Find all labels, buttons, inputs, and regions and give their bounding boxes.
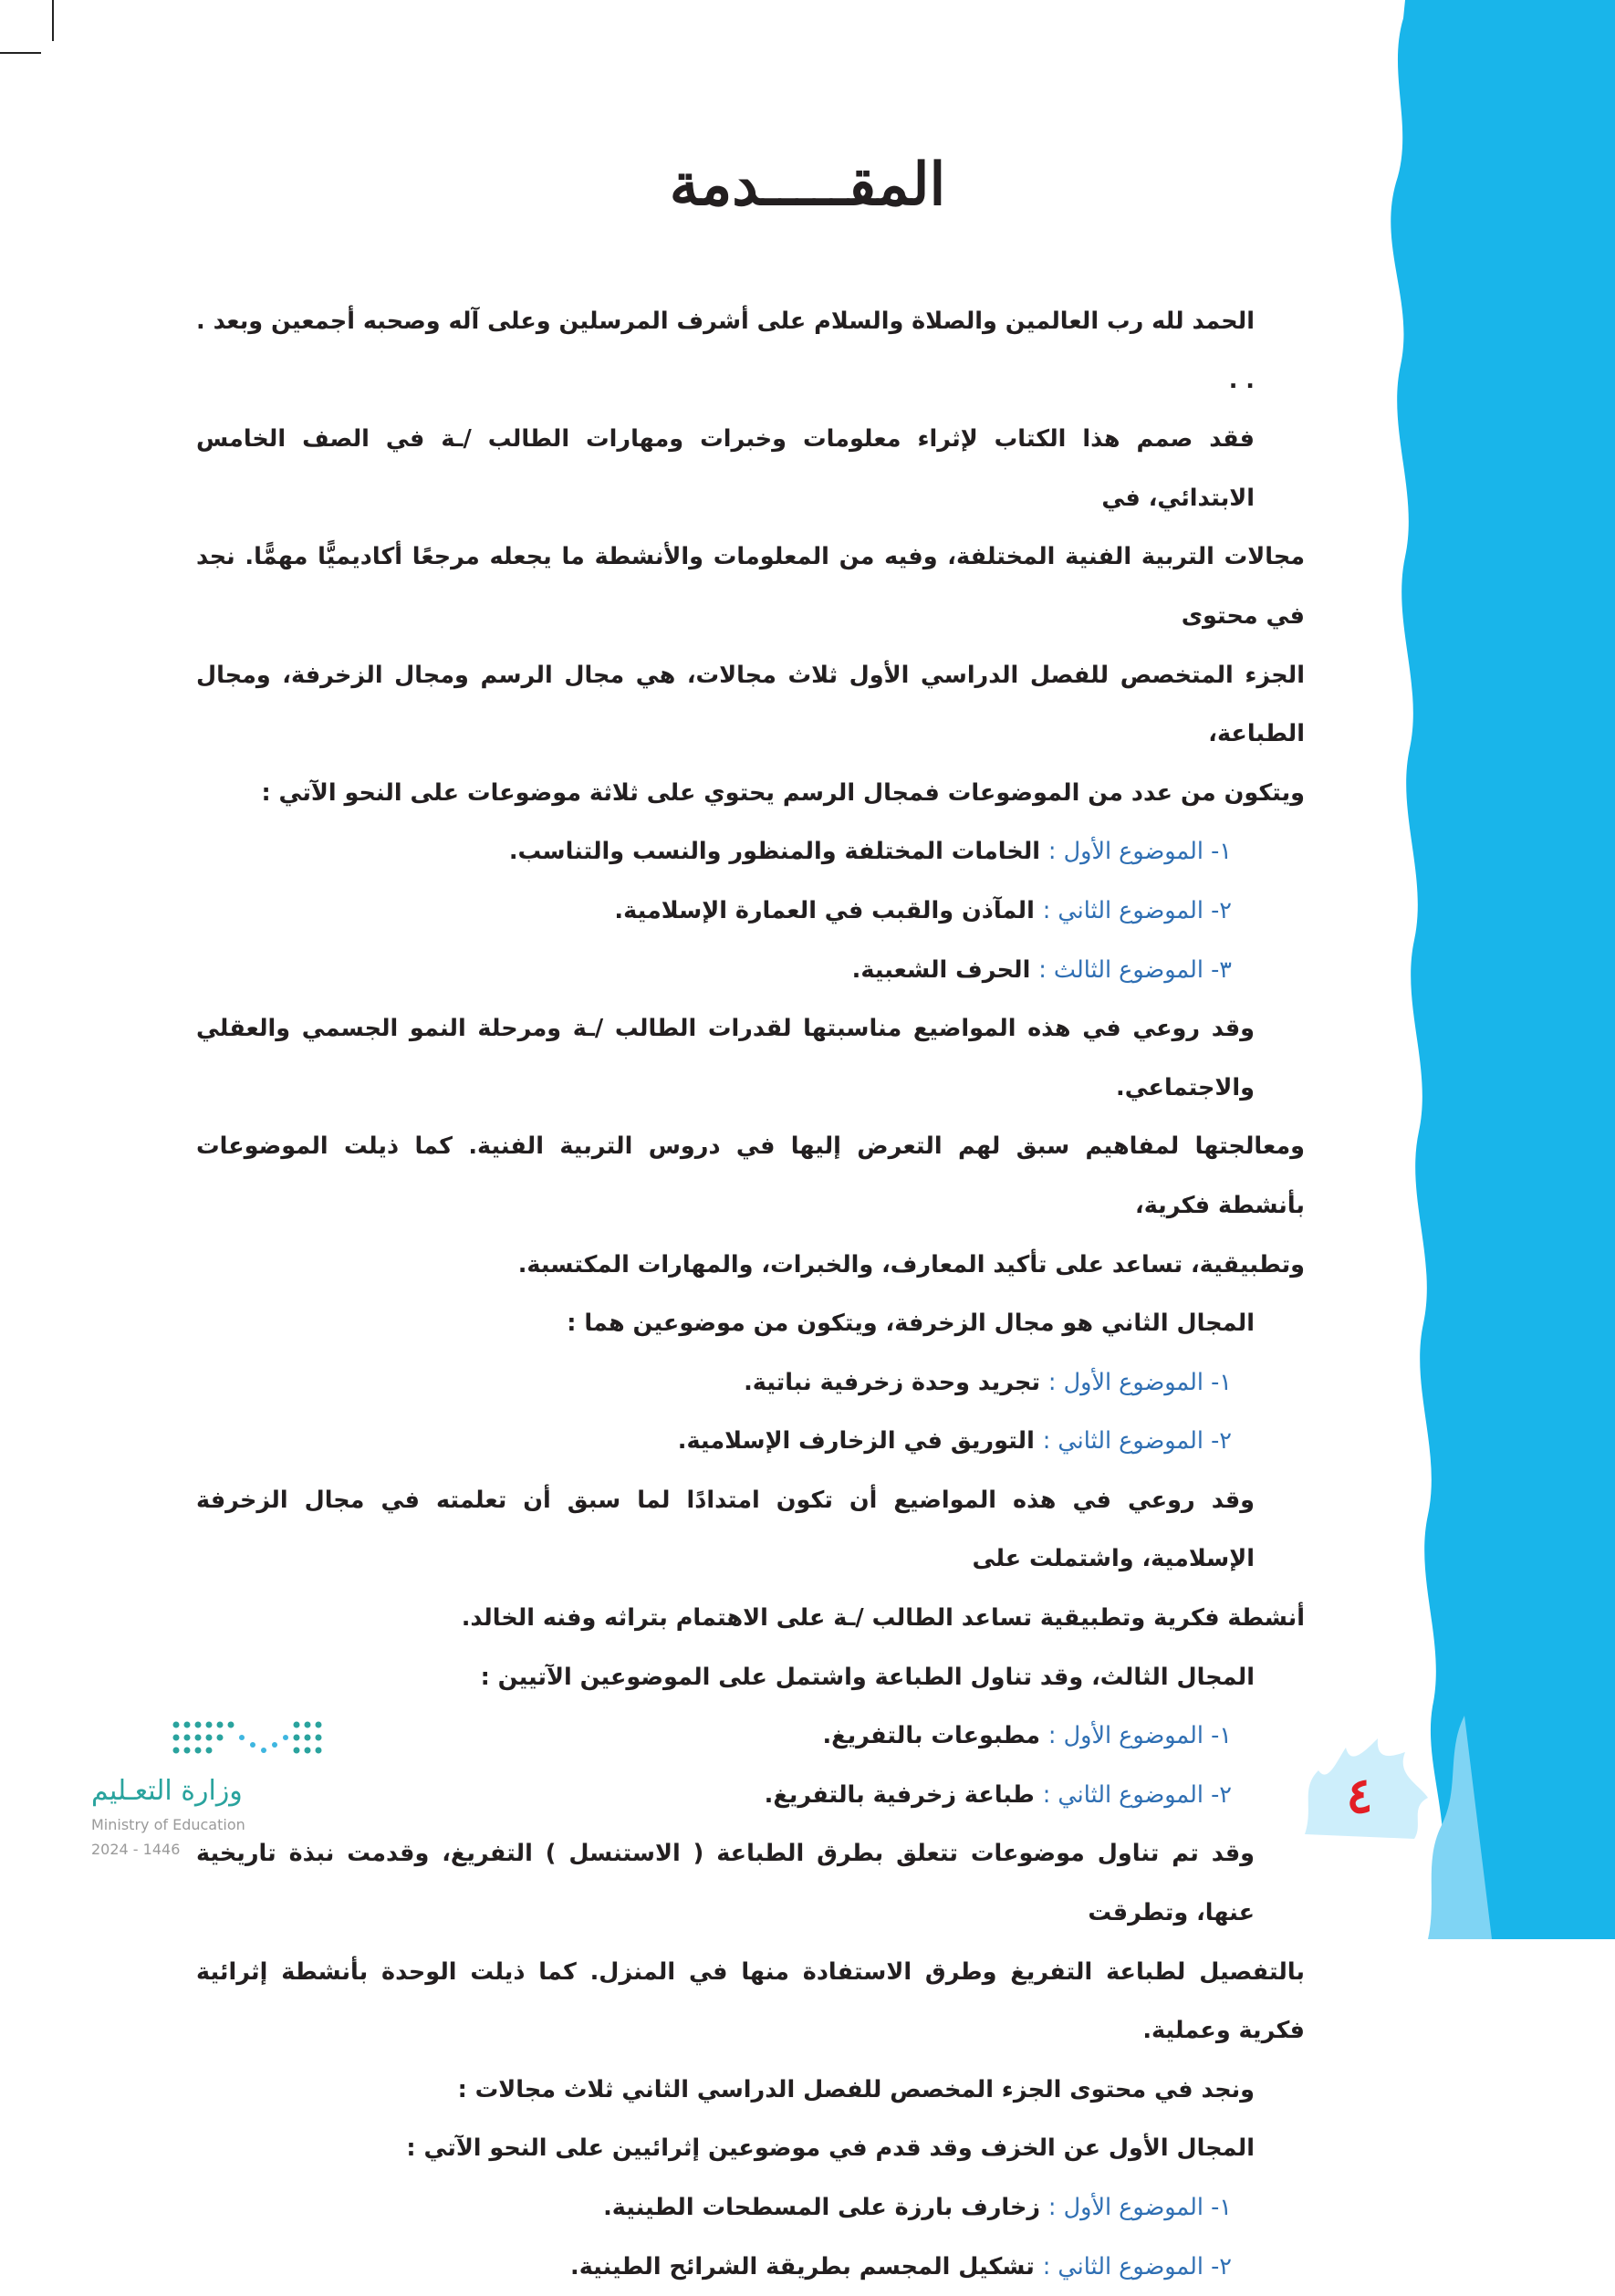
intro-text [196, 292, 1305, 2296]
paragraph-text: مجالات التربية الفنية المختلفة، وفيه من المعلومات والأنشطة ما يجعله مرجعًا أكاديميًّا مهمًّا. نجد في محتوى [196, 543, 1305, 630]
topic-item [196, 882, 1305, 941]
paragraph-text: ومعالجتها لمفاهيم سبق لهم التعرض إليها في دروس التربية الفنية. كما ذيلت الموضوعات بأنشطة فكرية، [196, 1132, 1305, 1219]
topic-item [196, 1766, 1305, 1825]
intro-paragraph [196, 1943, 1305, 2061]
paragraph-text: ونجد في محتوى الجزء المخصص للفصل الدراسي الثاني ثلاث مجالات : [457, 2075, 1255, 2103]
paragraph-text: الخامات المختلفة والمنظور والنسب والتناسب. [508, 838, 1048, 866]
intro-paragraph [196, 1589, 1305, 1648]
ministry-name-english: Ministry of Education [91, 1816, 245, 1833]
topic-label: ٢- الموضوع الثاني : [1042, 1780, 1232, 1809]
paragraph-text: التوريق في الزخارف الإسلامية. [677, 1427, 1043, 1456]
paragraph-text: الجزء المتخصص للفصل الدراسي الأول ثلاث مجالات، هي مجال الرسم ومجال الزخرفة، ومجال الطباعة، [196, 661, 1305, 748]
paragraph-text: أنشطة فكرية وتطبيقية تساعد الطالب /ـة على الاهتمام بتراثه وفنه الخالد. [461, 1604, 1305, 1633]
intro-paragraph [196, 1471, 1305, 1589]
paragraph-text: المجال الثالث، وقد تناول الطباعة واشتمل على الموضوعين الآتيين : [480, 1663, 1255, 1691]
intro-paragraph [196, 764, 1305, 823]
topic-label: ١- الموضوع الأول : [1047, 2194, 1232, 2221]
intro-paragraph [196, 410, 1305, 527]
intro-paragraph [196, 2119, 1305, 2178]
paragraph-text: وقد تم تناول موضوعات تتعلق بطرق الطباعة ( الاستنسل ) التفريغ، وقدمت نبذة تاريخية عنها، وتطرقت [196, 1840, 1255, 1927]
topic-label: ٢- الموضوع الثاني : [1042, 896, 1232, 924]
paragraph-text: تشكيل المجسم بطريقة الشرائح الطينية. [570, 2252, 1043, 2280]
topic-label: ٢- الموضوع الثاني : [1042, 2252, 1232, 2280]
edition-year: 2024 - 1446 [91, 1841, 181, 1858]
intro-paragraph [196, 2061, 1305, 2120]
intro-paragraph [196, 1117, 1305, 1235]
paragraph-text: وقد روعي في هذه المواضيع مناسبتها لقدرات الطالب /ـة ومرحلة النمو الجسمي والعقلي والاجتماعي. [196, 1015, 1255, 1101]
crop-mark [0, 52, 41, 54]
ministry-name-arabic: وزارة التعـليم [91, 1775, 243, 1807]
paragraph-text: وتطبيقية، تساعد على تأكيد المعارف، والخبرات، والمهارات المكتسبة. [517, 1250, 1305, 1278]
paragraph-text: زخارف بارزة على المسطحات الطينية. [603, 2194, 1048, 2221]
paragraph-text: ويتكون من عدد من الموضوعات فمجال الرسم يحتوي على ثلاثة موضوعات على النحو الآتي : [261, 778, 1305, 807]
paragraph-text: المآذن والقبب في العمارة الإسلامية. [614, 896, 1043, 924]
paragraph-text: وقد روعي في هذه المواضيع أن تكون امتدادًا لما سبق أن تعلمته في مجال الزخرفة الإسلامية، واشتملت على [196, 1486, 1255, 1573]
topic-label: ١- الموضوع الأول : [1047, 1722, 1232, 1750]
paragraph-text: مطبوعات بالتفريغ. [822, 1722, 1048, 1750]
intro-paragraph [196, 527, 1305, 645]
paragraph-text: فقد صمم هذا الكتاب لإثراء معلومات وخبرات ومهارات الطالب /ـة في الصف الخامس الابتدائي، في [196, 425, 1255, 512]
page-title: المقـــــدمة [669, 151, 946, 219]
topic-item [196, 2238, 1305, 2296]
intro-paragraph [196, 1236, 1305, 1295]
ministry-logo-icon [169, 1716, 324, 1770]
topic-item [196, 1706, 1305, 1766]
paragraph-text: المجال الثاني هو مجال الزخرفة، ويتكون من موضوعين هما : [567, 1310, 1255, 1338]
intro-paragraph [196, 1824, 1305, 1942]
intro-paragraph [196, 1294, 1305, 1353]
topic-label: ٢- الموضوع الثاني : [1042, 1427, 1232, 1456]
topic-item [196, 1412, 1305, 1471]
topic-label: ٣- الموضوع الثالث : [1038, 955, 1232, 984]
topic-item [196, 1353, 1305, 1413]
paragraph-text: الحمد لله رب العالمين والصلاة والسلام على أشرف المرسلين وعلى آله وصحبه أجمعين وبعد . . . [196, 308, 1255, 394]
paragraph-text: المجال الأول عن الخزف وقد قدم في موضوعين إثرائيين على النحو الآتي : [406, 2134, 1255, 2163]
page-number: ٤ [1346, 1766, 1373, 1824]
topic-label: ١- الموضوع الأول : [1047, 1368, 1232, 1396]
intro-paragraph [196, 646, 1305, 764]
paragraph-text: الحرف الشعبية. [851, 955, 1039, 984]
intro-paragraph [196, 292, 1305, 410]
topic-label: ١- الموضوع الأول : [1047, 838, 1232, 866]
paragraph-text: بالتفصيل لطباعة التفريغ وطرق الاستفادة منها في المنزل. كما ذيلت الوحدة بأنشطة إثرائية فكرية وعملية. [196, 1957, 1305, 2045]
side-wave-decoration [1277, 0, 1615, 1939]
topic-item [196, 822, 1305, 882]
topic-item [196, 941, 1305, 1000]
crop-mark [52, 0, 54, 41]
topic-item [196, 2178, 1305, 2238]
paragraph-text: تجريد وحدة زخرفية نباتية. [744, 1368, 1048, 1396]
intro-paragraph [196, 999, 1305, 1117]
paragraph-text: طباعة زخرفية بالتفريغ. [764, 1780, 1043, 1809]
intro-paragraph [196, 1648, 1305, 1707]
